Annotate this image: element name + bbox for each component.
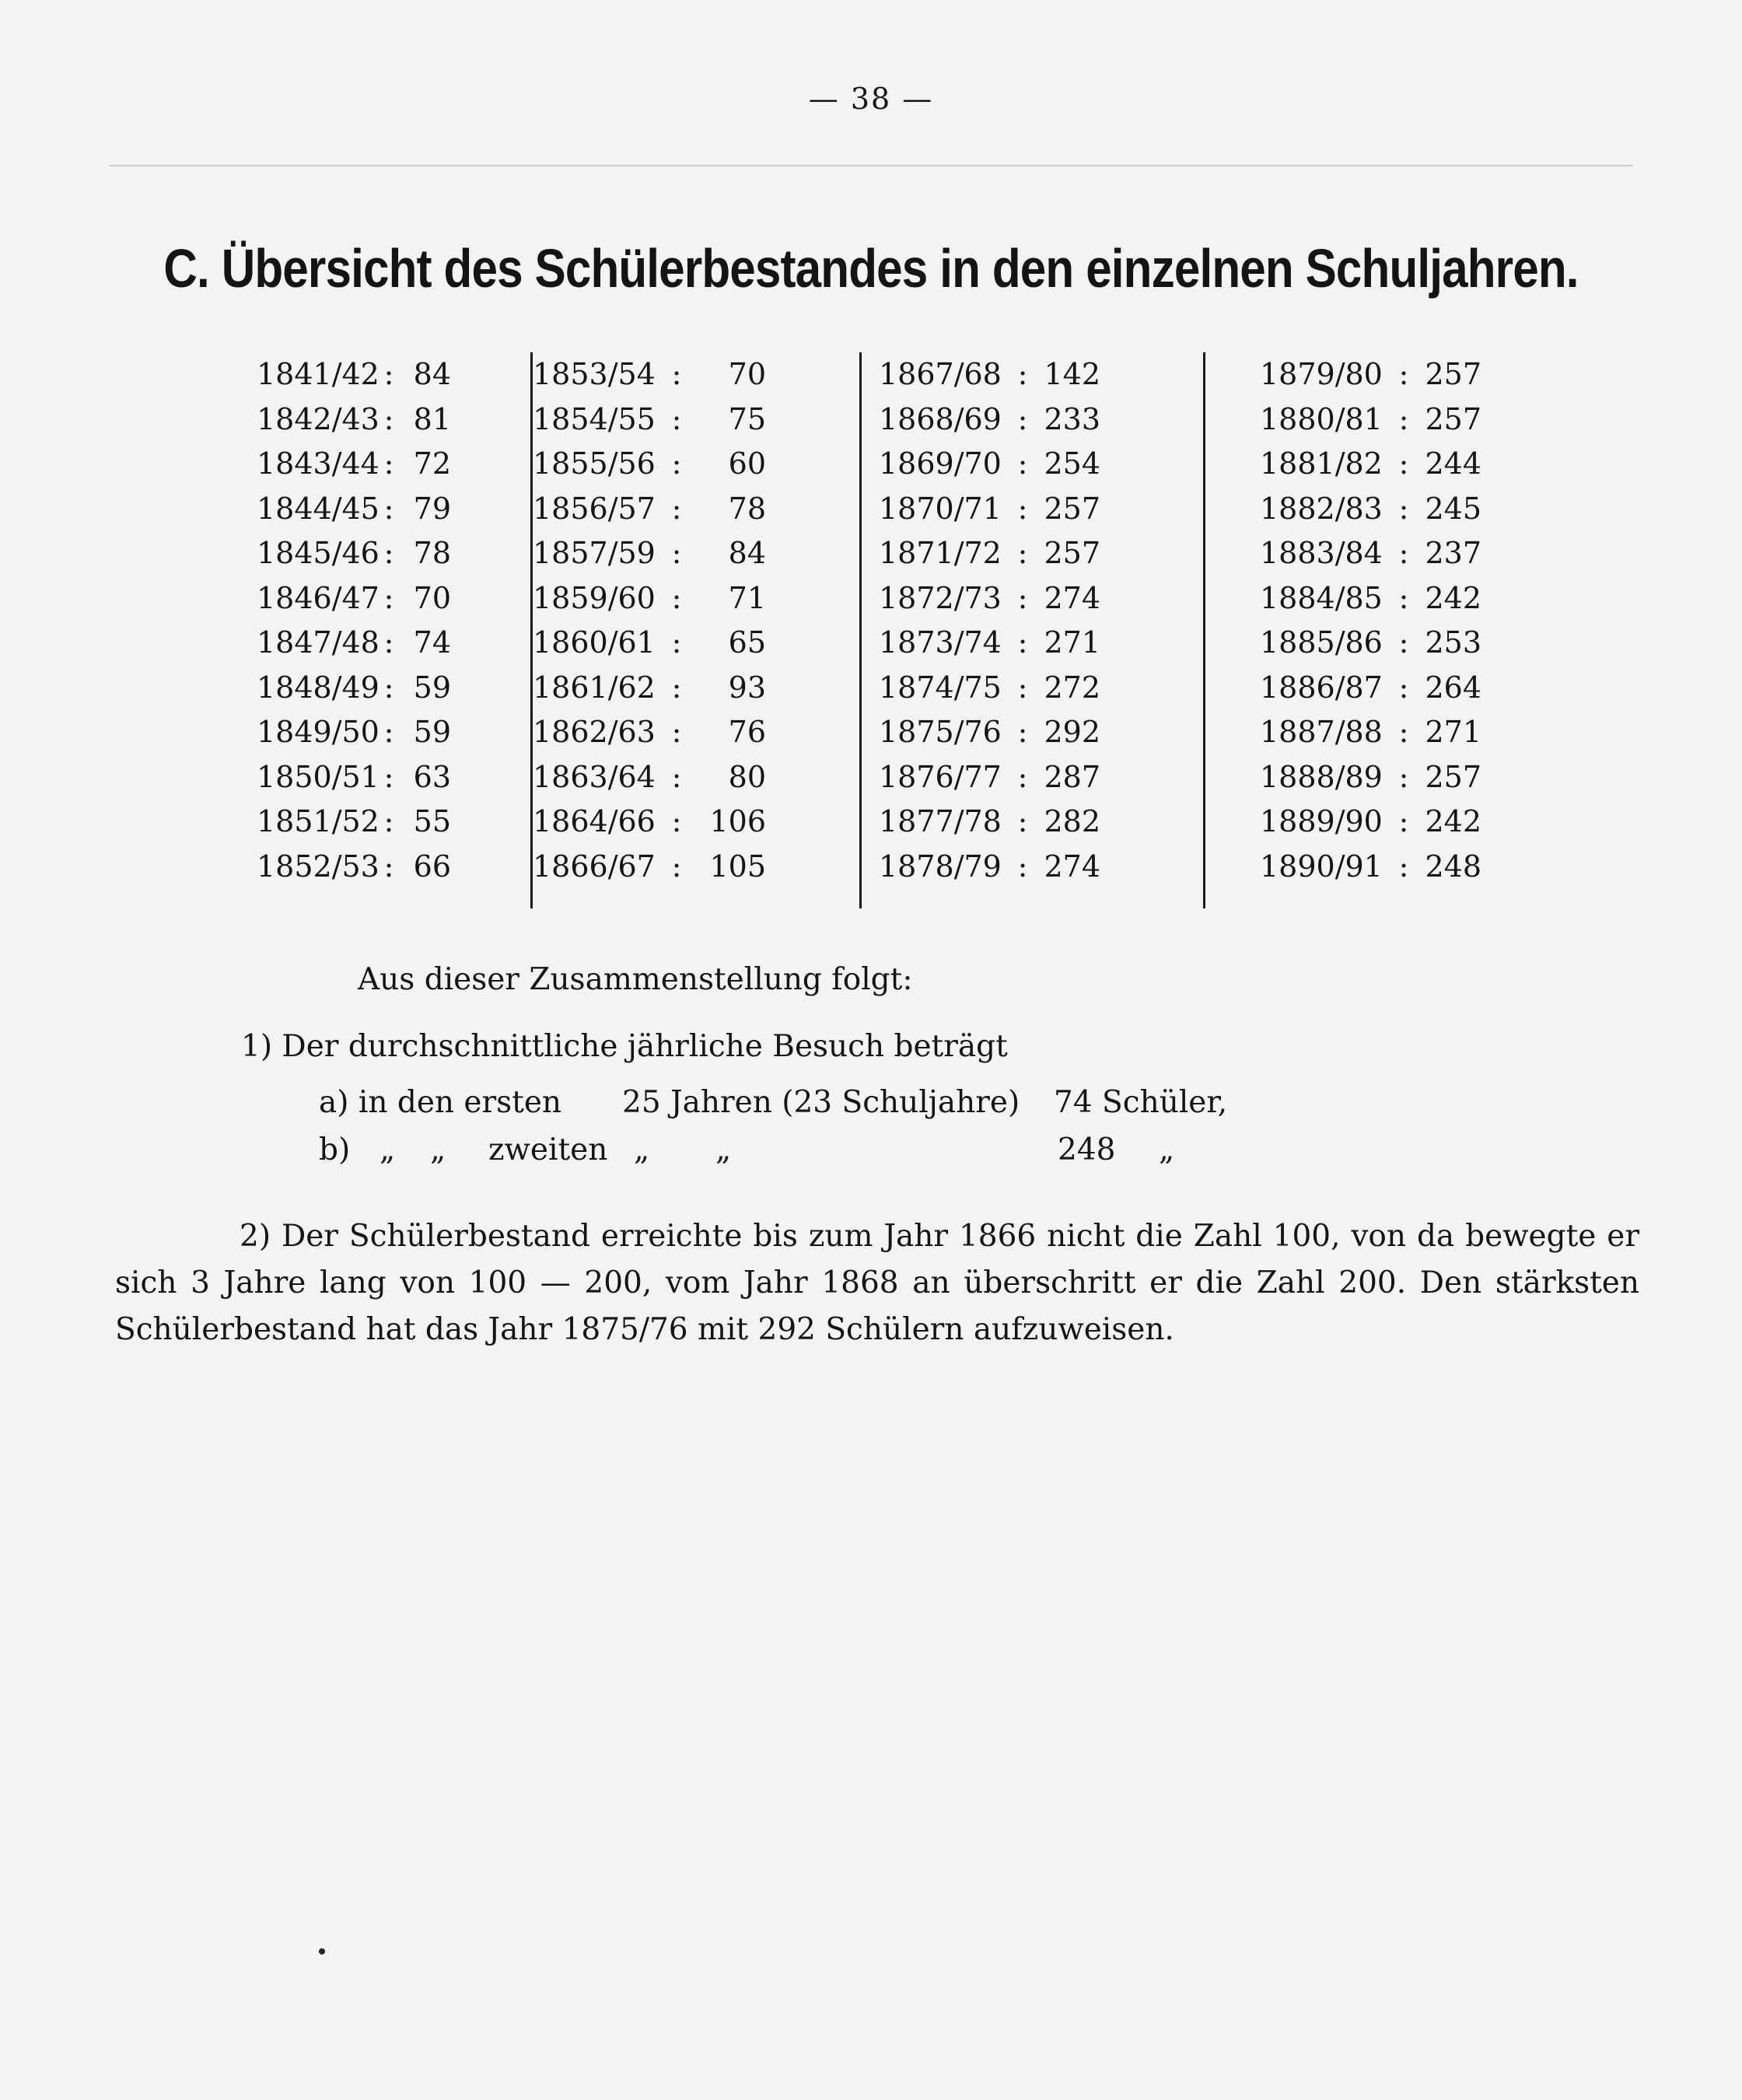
school-year: 1859/60 [533,580,656,615]
school-year: 1851/52 [257,804,380,838]
year-row [257,800,494,845]
school-year: 1883/84 [1260,536,1383,570]
separator-colon: : [383,401,394,436]
school-year: 1854/55 [533,401,656,436]
school-year: 1857/59 [533,536,656,570]
separator-colon: : [1398,401,1409,436]
year-row [257,487,494,532]
point-1a-label: a) in den ersten [319,1085,562,1120]
school-year: 1850/51 [257,759,380,794]
school-year: 1868/69 [879,401,1002,436]
student-count: 66 [413,849,451,884]
separator-colon: : [383,491,394,526]
year-row [879,487,1135,532]
year-row [1260,352,1501,397]
student-count: 79 [413,491,451,526]
student-count: 248 [1425,849,1481,884]
column-divider [1203,352,1205,908]
year-row [879,352,1135,397]
year-row [1260,666,1501,711]
school-year: 1878/79 [879,849,1002,884]
school-year: 1853/54 [533,357,656,391]
separator-colon: : [1398,715,1409,749]
school-year: 1863/64 [533,759,656,794]
section-heading: C. Übersicht des Schülerbestandes in den einzelnen Schuljahren. [163,238,1579,299]
year-row [533,576,789,621]
student-count: 233 [1044,401,1100,436]
student-count: 257 [1425,759,1481,794]
separator-colon: : [1017,446,1028,481]
school-year: 1843/44 [257,446,380,481]
year-row [533,487,789,532]
year-row [257,576,494,621]
separator-colon: : [671,357,682,391]
student-count: 60 [728,446,766,481]
student-count: 72 [413,446,451,481]
school-year: 1884/85 [1260,580,1383,615]
school-year: 1885/86 [1260,625,1383,660]
student-count: 70 [413,580,451,615]
year-row [1260,531,1501,576]
separator-colon: : [1398,357,1409,391]
student-count: 59 [413,670,451,705]
school-year: 1846/47 [257,580,380,615]
year-row [879,621,1135,666]
student-count: 237 [1425,536,1481,570]
student-count: 78 [413,536,451,570]
separator-colon: : [671,491,682,526]
school-year: 1879/80 [1260,357,1383,391]
separator-colon: : [1017,401,1028,436]
school-year: 1873/74 [879,625,1002,660]
school-year: 1886/87 [1260,670,1383,705]
separator-colon: : [1398,491,1409,526]
year-column-2 [533,352,789,889]
separator-colon: : [383,536,394,570]
year-row [879,666,1135,711]
enrollment-table [257,352,1501,912]
separator-colon: : [383,580,394,615]
student-count: 244 [1425,446,1481,481]
separator-colon: : [671,536,682,570]
year-row [1260,845,1501,890]
school-year: 1847/48 [257,625,380,660]
year-row [1260,397,1501,443]
year-column-4 [1260,352,1501,889]
year-column-1 [257,352,494,889]
year-row [257,397,494,443]
ditto-mark: „ [430,1132,446,1167]
school-year: 1841/42 [257,357,380,391]
student-count: 274 [1044,849,1100,884]
year-row [1260,442,1501,487]
student-count: 142 [1044,357,1100,391]
separator-colon: : [1398,670,1409,705]
separator-colon: : [1017,536,1028,570]
year-row [879,755,1135,800]
student-count: 272 [1044,670,1100,705]
separator-colon: : [383,625,394,660]
ditto-mark: „ [715,1132,732,1167]
ditto-mark: „ [380,1132,396,1167]
year-row [1260,710,1501,755]
separator-colon: : [1398,446,1409,481]
page-number: — 38 — [808,82,934,116]
ditto-mark: „ [1159,1132,1175,1167]
school-year: 1856/57 [533,491,656,526]
separator-colon: : [383,357,394,391]
year-row [879,397,1135,443]
separator-colon: : [671,759,682,794]
separator-colon: : [383,715,394,749]
school-year: 1874/75 [879,670,1002,705]
year-row [879,710,1135,755]
year-row [1260,576,1501,621]
year-row [533,397,789,443]
school-year: 1849/50 [257,715,380,749]
separator-colon: : [1398,849,1409,884]
point-2-text: 2) Der Schülerbestand erreichte bis zum Jahr 1866 nicht die Zahl 100, von da bewegte er sich 3 Jahre lang von 100 — 200, vom Jahr 1868 an überschritt er die Zahl 200. Den stärksten Schülerbestand hat das Jahr 1875/76 mit 292 Schülern aufzuweisen. [115,1219,1639,1347]
ink-speck [319,1948,325,1955]
year-row [533,531,789,576]
student-count: 71 [728,580,766,615]
student-count: 59 [413,715,451,749]
year-row [257,531,494,576]
school-year: 1866/67 [533,849,656,884]
school-year: 1890/91 [1260,849,1383,884]
school-year: 1844/45 [257,491,380,526]
separator-colon: : [383,804,394,838]
school-year: 1869/70 [879,446,1002,481]
student-count: 242 [1425,804,1481,838]
point-1a-value: 74 Schüler, [1054,1085,1228,1120]
student-count: 74 [413,625,451,660]
separator-colon: : [671,849,682,884]
separator-colon: : [671,625,682,660]
year-row [879,800,1135,845]
school-year: 1872/73 [879,580,1002,615]
point-1b-word: zweiten [488,1132,608,1167]
student-count: 105 [709,849,766,884]
separator-colon: : [671,670,682,705]
separator-colon: : [1017,759,1028,794]
school-year: 1877/78 [879,804,1002,838]
year-row [533,755,789,800]
school-year: 1875/76 [879,715,1002,749]
separator-colon: : [1398,804,1409,838]
year-row [879,576,1135,621]
separator-colon: : [383,446,394,481]
year-row [1260,621,1501,666]
year-row [533,710,789,755]
year-row [1260,755,1501,800]
school-year: 1887/88 [1260,715,1383,749]
school-year: 1848/49 [257,670,380,705]
student-count: 254 [1044,446,1100,481]
separator-colon: : [1017,670,1028,705]
year-row [1260,487,1501,532]
separator-colon: : [1017,715,1028,749]
school-year: 1861/62 [533,670,656,705]
student-count: 253 [1425,625,1481,660]
student-count: 75 [728,401,766,436]
year-row [533,845,789,890]
year-row [533,352,789,397]
separator-colon: : [671,580,682,615]
student-count: 257 [1044,536,1100,570]
student-count: 55 [413,804,451,838]
school-year: 1882/83 [1260,491,1383,526]
year-row [533,621,789,666]
separator-colon: : [671,715,682,749]
year-row [257,352,494,397]
separator-colon: : [1398,759,1409,794]
year-column-3 [879,352,1135,889]
school-year: 1881/82 [1260,446,1383,481]
year-row [257,442,494,487]
school-year: 1845/46 [257,536,380,570]
school-year: 1842/43 [257,401,380,436]
student-count: 257 [1425,357,1481,391]
bleed-through-rule [109,165,1633,166]
point-1-lead: 1) Der durchschnittliche jährliche Besuch beträgt [241,1029,1008,1064]
student-count: 287 [1044,759,1100,794]
year-row [533,442,789,487]
student-count: 65 [728,625,766,660]
separator-colon: : [1398,580,1409,615]
separator-colon: : [383,759,394,794]
year-row [879,845,1135,890]
year-row [533,666,789,711]
school-year: 1867/68 [879,357,1002,391]
school-year: 1855/56 [533,446,656,481]
school-year: 1876/77 [879,759,1002,794]
school-year: 1870/71 [879,491,1002,526]
separator-colon: : [671,446,682,481]
year-row [533,800,789,845]
year-row [257,621,494,666]
school-year: 1860/61 [533,625,656,660]
student-count: 282 [1044,804,1100,838]
separator-colon: : [1017,849,1028,884]
student-count: 292 [1044,715,1100,749]
ditto-mark: „ [634,1132,650,1167]
student-count: 63 [413,759,451,794]
point-2-paragraph [115,1213,1639,1353]
year-row [257,755,494,800]
student-count: 245 [1425,491,1481,526]
separator-colon: : [1017,625,1028,660]
school-year: 1862/63 [533,715,656,749]
student-count: 84 [728,536,766,570]
student-count: 274 [1044,580,1100,615]
year-row [1260,800,1501,845]
student-count: 84 [413,357,451,391]
separator-colon: : [1398,625,1409,660]
student-count: 257 [1044,491,1100,526]
student-count: 81 [413,401,451,436]
year-row [257,710,494,755]
school-year: 1888/89 [1260,759,1383,794]
summary-intro: Aus dieser Zusammenstellung folgt: [358,962,913,997]
point-1b-value: 248 [1058,1132,1116,1167]
year-row [257,666,494,711]
point-1b-label: b) [319,1132,351,1167]
student-count: 76 [728,715,766,749]
student-count: 271 [1044,625,1100,660]
student-count: 257 [1425,401,1481,436]
separator-colon: : [383,849,394,884]
student-count: 70 [728,357,766,391]
separator-colon: : [1398,536,1409,570]
student-count: 242 [1425,580,1481,615]
student-count: 271 [1425,715,1481,749]
year-row [879,442,1135,487]
school-year: 1852/53 [257,849,380,884]
school-year: 1889/90 [1260,804,1383,838]
point-1a-span: 25 Jahren (23 Schuljahre) [622,1085,1020,1120]
separator-colon: : [671,401,682,436]
student-count: 93 [728,670,766,705]
year-row [879,531,1135,576]
separator-colon: : [383,670,394,705]
student-count: 264 [1425,670,1481,705]
school-year: 1871/72 [879,536,1002,570]
year-row [257,845,494,890]
student-count: 106 [709,804,766,838]
school-year: 1880/81 [1260,401,1383,436]
student-count: 80 [728,759,766,794]
column-divider [859,352,862,908]
separator-colon: : [671,804,682,838]
student-count: 78 [728,491,766,526]
separator-colon: : [1017,804,1028,838]
separator-colon: : [1017,357,1028,391]
separator-colon: : [1017,580,1028,615]
separator-colon: : [1017,491,1028,526]
school-year: 1864/66 [533,804,656,838]
